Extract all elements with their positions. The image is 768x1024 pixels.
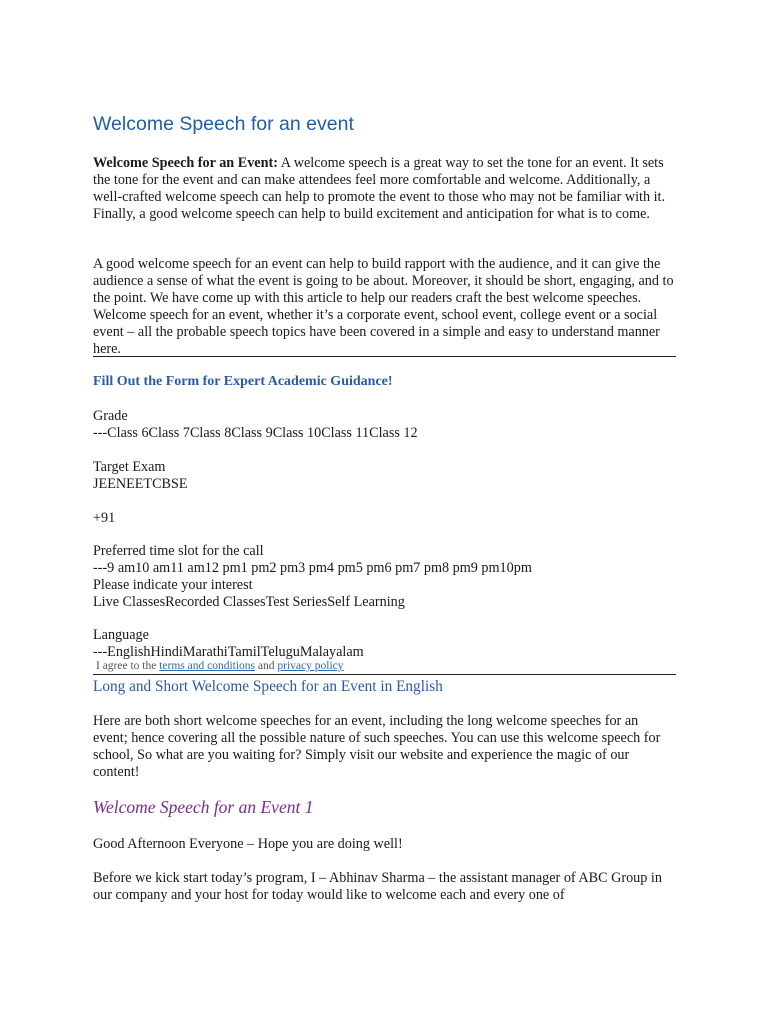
language-label: Language [93, 627, 149, 643]
second-paragraph: A good welcome speech for an event can help to build rapport with the audience, and it can give the audience a sense of what the event is going to be about. Moreover, it should be short, engaging, and to the point. We have come up with this article to help our readers craft the best welcome speeches. Welcome speech for an event, whether it’s a corporate event, school event, college event or a social event – all the probable speech topics have been covered in a simple and easy to understand manner here. [93, 256, 674, 357]
divider-form-bottom [93, 674, 676, 675]
intro-paragraph [93, 155, 676, 223]
intro-text: A welcome speech is a great way to set the tone for an event. It sets the tone for the event and can make attendees feel more comfortable and welcome. Additionally, a well-crafted welcome speech can help to promote the event to those who may not be familiar with it. Finally, a good welcome speech can help to build excitement and anticipation for what is to come. [93, 155, 666, 222]
phone-prefix[interactable]: +91 [93, 510, 116, 526]
agree-terms-text [96, 660, 344, 672]
speech-paragraph: Before we kick start today’s program, I – Abhinav Sharma – the assistant manager of ABC Group in our company and your host for today would like to welcome each and every one of [93, 870, 662, 903]
section-paragraph: Here are both short welcome speeches for an event, including the long welcome speeches for an event; hence covering all the possible nature of such speeches. You can use this welcome speech for school, So what are you waiting for? Simply visit our website and experience the magic of our content! [93, 713, 661, 780]
agree-and: and [255, 660, 278, 672]
form-heading: Fill Out the Form for Expert Academic Guidance! [93, 374, 393, 389]
language-select[interactable]: ---EnglishHindiMarathiTamilTeluguMalayalam [93, 644, 364, 660]
agree-prefix: I agree to the [96, 660, 160, 672]
target-exam-label: Target Exam [93, 459, 166, 475]
section-heading: Long and Short Welcome Speech for an Event in English [93, 678, 443, 695]
time-slot-select[interactable]: ---9 am10 am11 am12 pm1 pm2 pm3 pm4 pm5 pm6 pm7 pm8 pm9 pm10pm [93, 560, 532, 576]
interest-label: Please indicate your interest [93, 577, 253, 593]
divider-top [93, 356, 676, 357]
interest-select[interactable]: Live ClassesRecorded ClassesTest SeriesSelf Learning [93, 594, 405, 610]
speech-sub-heading: Welcome Speech for an Event 1 [93, 797, 314, 817]
privacy-link[interactable]: privacy policy [277, 660, 344, 672]
time-slot-label: Preferred time slot for the call [93, 543, 264, 559]
greeting-paragraph: Good Afternoon Everyone – Hope you are doing well! [93, 836, 403, 852]
grade-label: Grade [93, 408, 128, 424]
intro-bold-lead: Welcome Speech for an Event: [93, 155, 278, 171]
target-exam-select[interactable]: JEENEETCBSE [93, 476, 188, 492]
terms-link[interactable]: terms and conditions [159, 660, 256, 672]
grade-select[interactable]: ---Class 6Class 7Class 8Class 9Class 10Class 11Class 12 [93, 425, 418, 441]
page-title: Welcome Speech for an event [93, 113, 354, 135]
